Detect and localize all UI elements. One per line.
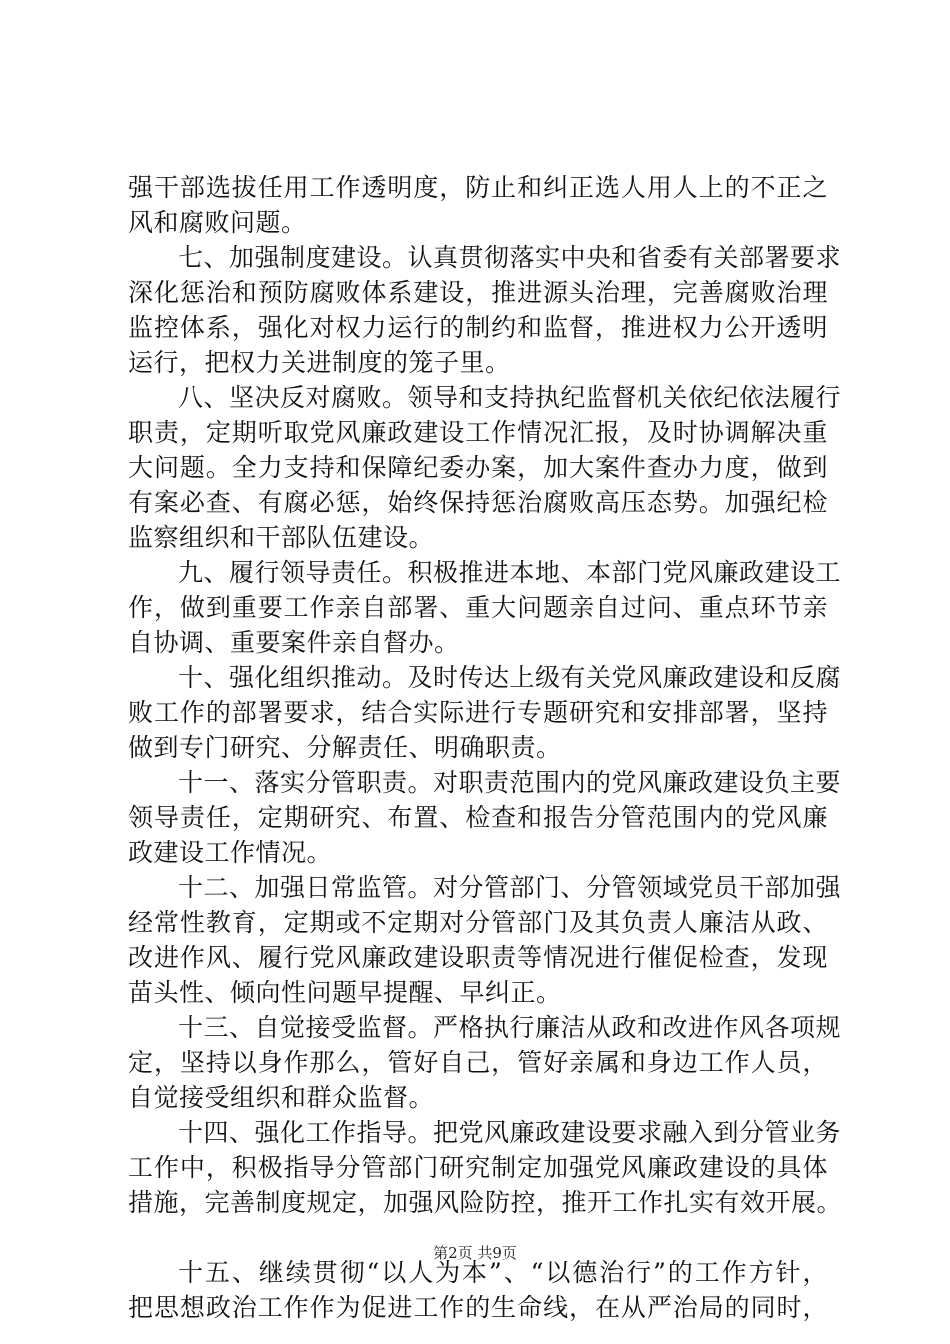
text-line: 职责，定期听取党风廉政建设工作情况汇报，及时协调解决重 <box>128 418 828 447</box>
text-line: 运行，把权力关进制度的笼子里。 <box>128 348 511 377</box>
text-line: 把思想政治工作作为促进工作的生命线，在从严治局的同时， <box>128 1293 828 1322</box>
text-line: 改进作风、履行党风廉政建设职责等情况进行催促检查，发现 <box>128 943 828 972</box>
paragraph-14-heading-line: 十四、强化工作指导。把党风廉政建设要求融入到分管业务 <box>178 1118 842 1147</box>
paragraph-15-heading-line: 十五、继续贯彻“以人为本”、“以德治行”的工作方针， <box>178 1258 828 1287</box>
text-line: 定，坚持以身作那么，管好自己，管好亲属和身边工作人员， <box>128 1048 828 1077</box>
text-line: 风和腐败问题。 <box>128 208 307 237</box>
text-line: 经常性教育，定期或不定期对分管部门及其负责人廉洁从政、 <box>128 908 828 937</box>
text-line: 政建设工作情况。 <box>128 838 333 867</box>
text-line: 败工作的部署要求，结合实际进行专题研究和安排部署，坚持 <box>128 698 828 727</box>
text-line: 有案必查、有腐必惩，始终保持惩治腐败高压态势。加强纪检 <box>128 488 828 517</box>
text-line: 强干部选拔任用工作透明度，防止和纠正选人用人上的不正之 <box>128 173 828 202</box>
text-line: 监察组织和干部队伍建设。 <box>128 523 435 552</box>
text-line: 自协调、重要案件亲自督办。 <box>128 628 460 657</box>
text-line: 深化惩治和预防腐败体系建设，推进源头治理，完善腐败治理 <box>128 278 828 307</box>
body-text <box>128 170 843 1325</box>
paragraph-9-heading-line: 九、履行领导责任。积极推进本地、本部门党风廉政建设工 <box>178 558 842 587</box>
paragraph-12-heading-line: 十二、加强日常监管。对分管部门、分管领域党员干部加强 <box>178 873 842 902</box>
text-line: 领导责任，定期研究、布置、检查和报告分管范围内的党风廉 <box>128 803 828 832</box>
text-line: 措施，完善制度规定，加强风险防控，推开工作扎实有效开展。 <box>128 1188 843 1217</box>
paragraph-8-heading-line: 八、坚决反对腐败。领导和支持执纪监督机关依纪依法履行 <box>178 383 842 412</box>
paragraph-7-heading-line: 七、加强制度建设。认真贯彻落实中央和省委有关部署要求 <box>178 243 842 272</box>
text-line: 监控体系，强化对权力运行的制约和监督，推进权力公开透明 <box>128 313 828 342</box>
page-number-footer: 第2页 共9页 <box>433 1244 517 1262</box>
paragraph-13-heading-line: 十三、自觉接受监督。严格执行廉洁从政和改进作风各项规 <box>178 1013 842 1042</box>
text-line: 自觉接受组织和群众监督。 <box>128 1083 435 1112</box>
text-line: 做到专门研究、分解责任、明确职责。 <box>128 733 562 762</box>
text-line: 大问题。全力支持和保障纪委办案，加大案件查办力度，做到 <box>128 453 828 482</box>
text-line: 工作中，积极指导分管部门研究制定加强党风廉政建设的具体 <box>128 1153 828 1182</box>
text-line: 作，做到重要工作亲自部署、重大问题亲自过问、重点环节亲 <box>128 593 828 622</box>
text-line: 苗头性、倾向性问题早提醒、早纠正。 <box>128 978 562 1007</box>
paragraph-11-heading-line: 十一、落实分管职责。对职责范围内的党风廉政建设负主要 <box>178 768 842 797</box>
paragraph-10-heading-line: 十、强化组织推动。及时传达上级有关党风廉政建设和反腐 <box>178 663 842 692</box>
